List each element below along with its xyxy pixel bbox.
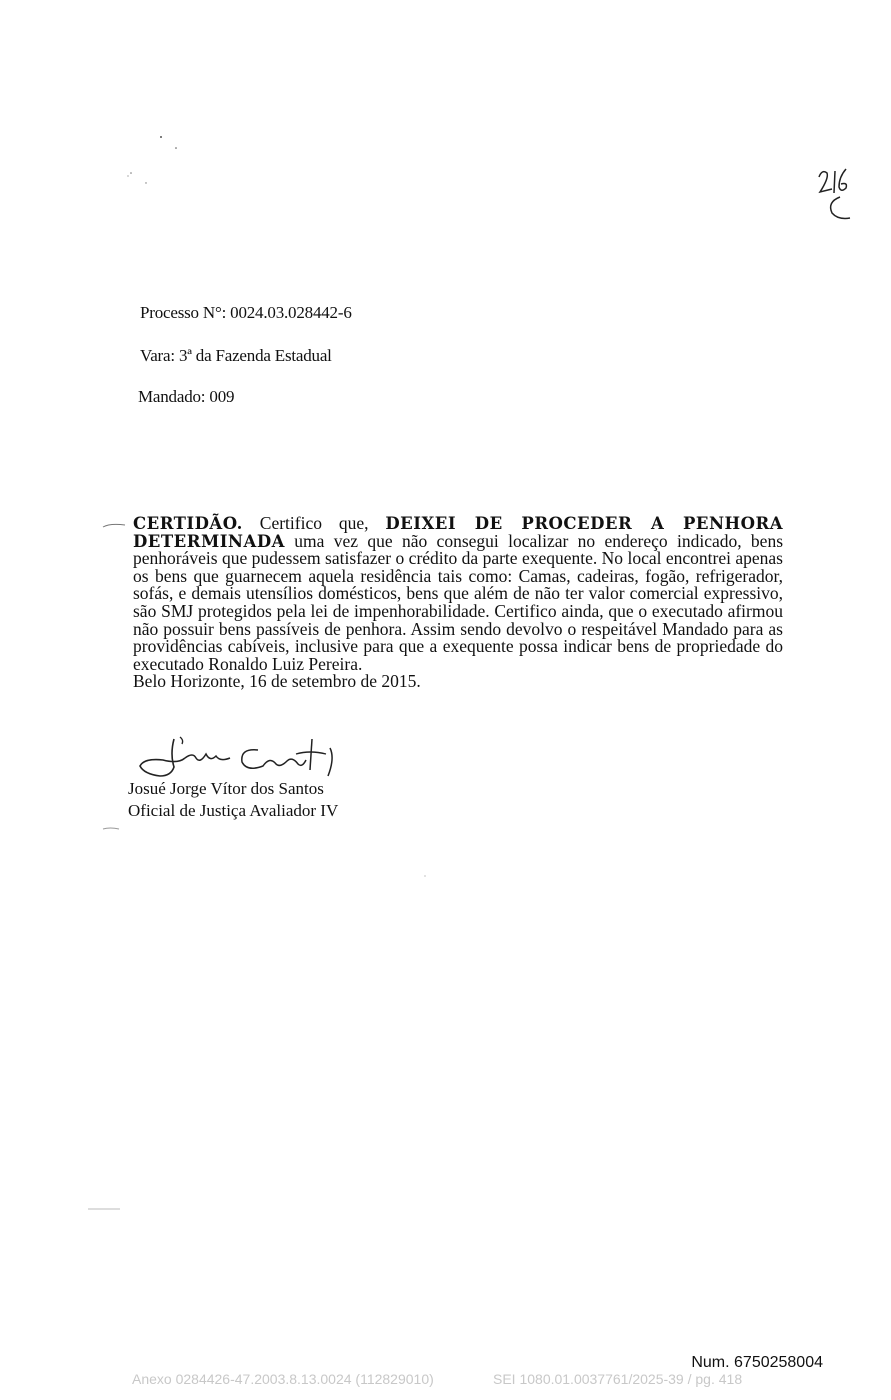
sei-reference: SEI 1080.01.0037761/2025-39 / pg. 418 <box>493 1371 743 1387</box>
processo-line <box>140 303 352 323</box>
certidao-body: uma vez que não consegui localizar no endereço indicado, bens penhoráveis que pudessem satisfazer o crédito da parte exequente. No local encontrei apenas os bens que guarnecem aquela residência tais como: Camas, cadeiras, fogão, refrigerador, sofás, e demais utensílios domésticos, bens que além de não ter valor comercial expressivo, são SMJ protegidos pela lei de impenhorabilidade. Certifico ainda, que o executado afirmou não possuir bens passíveis de penhora. Assim sendo devolvo o respeitável Mandado para as providências cabíveis, inclusive para que a exequente possa indicar bens de propriedade do executado Ronaldo Luiz Pereira. <box>133 530 784 674</box>
certidao-heading: CERTIDÃO. <box>133 514 243 533</box>
processo-label: Processo N°: <box>140 303 227 322</box>
certidao-emphasis: DEIXEI DE PROCEDER A PENHORA DETERMINADA <box>133 514 784 551</box>
mandado-number: 009 <box>209 387 235 406</box>
signatory-role: Oficial de Justiça Avaliador IV <box>128 801 339 820</box>
document-number: Num. 6750258004 <box>691 1354 823 1371</box>
vara-value: 3ª da Fazenda Estadual <box>178 346 332 365</box>
mandado-line <box>138 387 234 407</box>
certidao-intro: Certifico que, <box>259 513 369 533</box>
handwritten-page-number <box>808 165 858 230</box>
handwritten-signature <box>130 734 350 784</box>
signatory-name: Josué Jorge Vítor dos Santos <box>128 779 324 798</box>
vara-label: Vara: <box>140 346 175 365</box>
mandado-label: Mandado: <box>138 387 206 406</box>
place-date: Belo Horizonte, 16 de setembro de 2015. <box>133 671 421 692</box>
vara-line <box>140 346 332 366</box>
processo-number: 0024.03.028442-6 <box>230 303 352 322</box>
certidao-paragraph <box>133 515 783 691</box>
anexo-reference: Anexo 0284426-47.2003.8.13.0024 (112829010) <box>132 1371 434 1387</box>
